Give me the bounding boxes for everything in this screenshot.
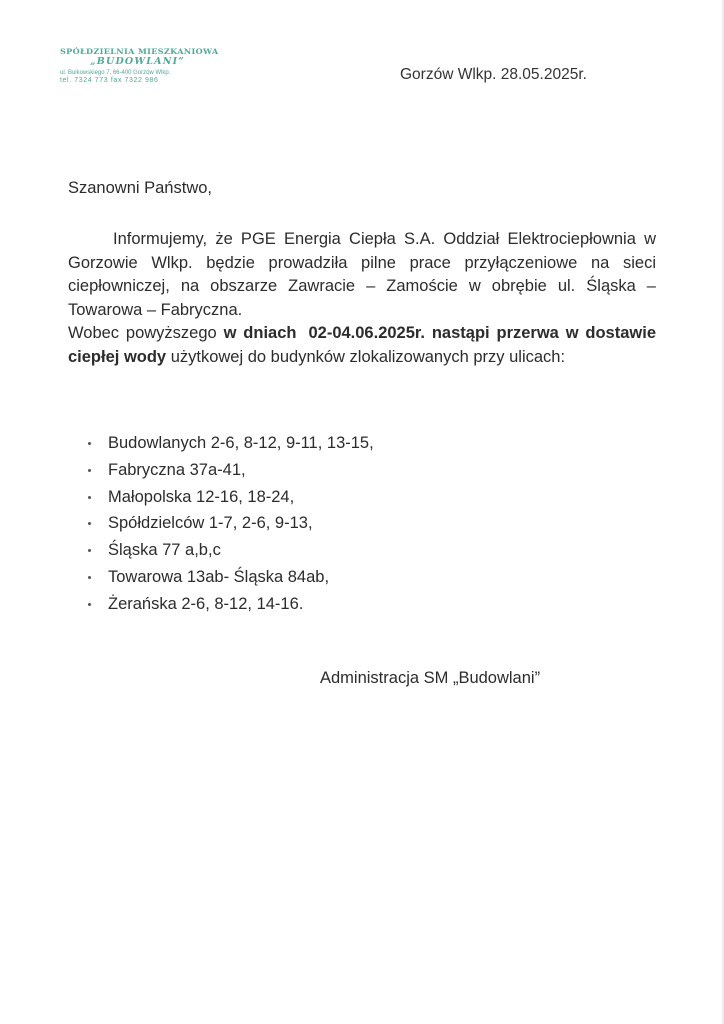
notice-text-end: użytkowej do budynków zlokalizowanych przy ulicach: xyxy=(166,347,566,366)
bullet-icon xyxy=(88,469,91,472)
notice-bold-dates-label: w dniach xyxy=(223,324,297,342)
street-entry: Towarowa 13ab- Śląska 84ab, xyxy=(108,567,330,586)
paragraph-notice xyxy=(68,322,656,369)
street-entry: Śląska 77 a,b,c xyxy=(108,541,221,560)
list-item xyxy=(88,484,374,511)
list-item xyxy=(88,537,374,564)
stamp-name-line: SPÓŁDZIELNIA MIESZKANIOWA xyxy=(60,47,219,56)
list-item xyxy=(88,591,374,618)
notice-text-start: Wobec powyższego xyxy=(68,324,224,342)
paragraph-intro: Informujemy, że PGE Energia Ciepła S.A. Oddział Elektrociepłownia w Gorzowie Wlkp. będzie prowadziła pilne prace przyłączeniowe na sieci ciepłowniczej, na obszarze Zawracie – Zamoście w obrębie ul. Śląska – Towarowa – Fabryczna. xyxy=(68,230,656,319)
stamp-phone-line: tel. 7324 773 fax 7322 986 xyxy=(60,77,159,85)
letter-body xyxy=(68,228,656,369)
street-entry: Spółdzielców 1-7, 2-6, 9-13, xyxy=(108,514,313,533)
list-item xyxy=(88,510,374,537)
bullet-icon xyxy=(88,603,91,606)
street-entry: Budowlanych 2-6, 8-12, 9-11, 13-15, xyxy=(108,434,374,452)
bullet-icon xyxy=(88,496,91,499)
stamp-address-line: ul. Bulkowskiego 7, 66-400 Gorzów Wlkp. xyxy=(60,68,171,76)
bullet-icon xyxy=(88,442,91,445)
list-item xyxy=(88,430,374,457)
street-entry: Żerańska 2-6, 8-12, 14-16. xyxy=(108,594,304,613)
list-item xyxy=(88,457,374,484)
bullet-icon xyxy=(88,576,91,579)
notice-bold-outage: 02-04.06.2025r. nastąpi przerwa w dostawie ciepłej wody xyxy=(68,324,657,366)
bullet-icon xyxy=(88,549,91,552)
street-entry: Fabryczna 37a-41, xyxy=(108,460,246,479)
signature: Administracja SM „Budowlani” xyxy=(320,669,541,687)
bullet-icon xyxy=(88,522,91,525)
stamp-brand-line: „BUDOWLANI” xyxy=(90,55,185,67)
letter-date: Gorzów Wlkp. 28.05.2025r. xyxy=(400,66,587,83)
street-entry: Małopolska 12-16, 18-24, xyxy=(108,487,295,506)
greeting: Szanowni Państwo, xyxy=(68,179,212,197)
cooperative-stamp xyxy=(60,48,225,85)
list-item xyxy=(88,564,374,591)
street-list xyxy=(88,430,374,618)
